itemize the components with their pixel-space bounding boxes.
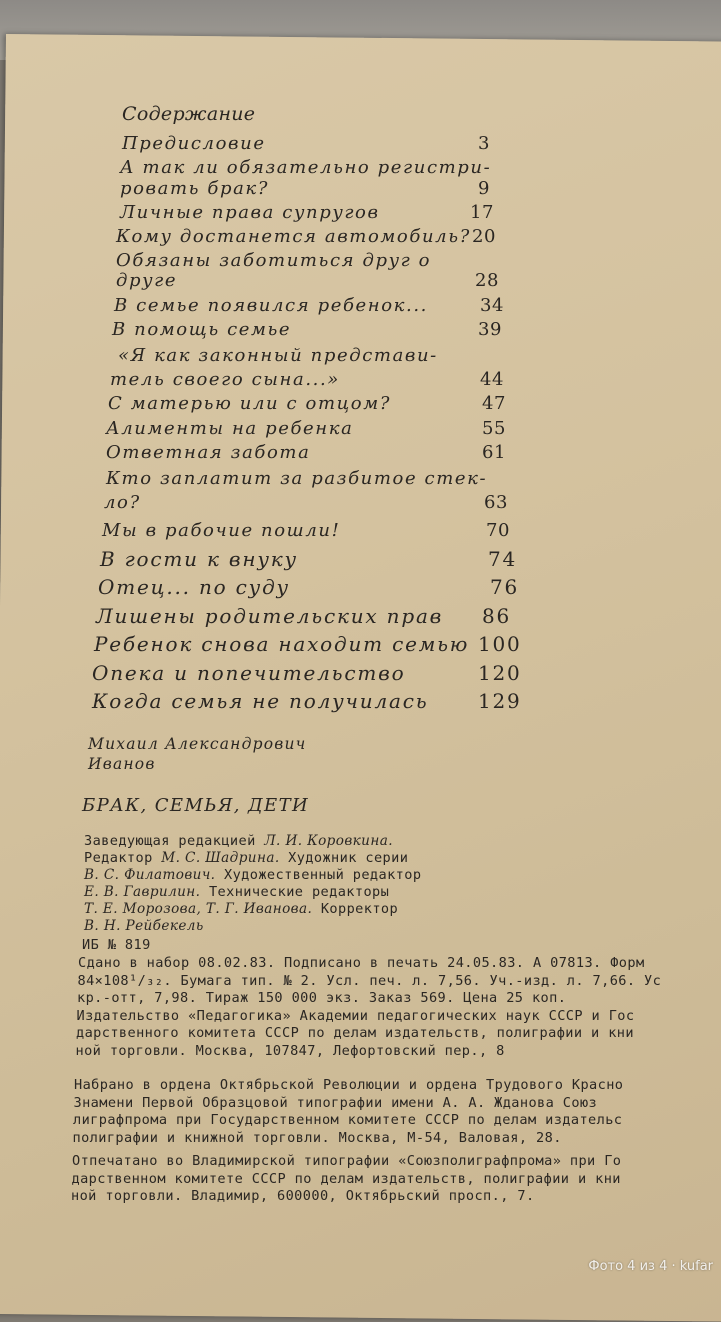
toc-entry-text: Опека и попечительство: [92, 661, 405, 685]
book-title: БРАК, СЕМЬЯ, ДЕТИ: [82, 795, 309, 816]
toc-entry-page: 39: [478, 319, 502, 340]
credit-person: М. С. Шадрина.: [161, 850, 279, 866]
toc-entry-page: 63: [484, 492, 508, 513]
watermark: Фото 4 из 4 · kufar: [588, 1259, 713, 1274]
toc-entry-page: 55: [482, 418, 506, 439]
toc-entry-page: 47: [482, 393, 506, 414]
credit-person: Е. В. Гаврилин.: [84, 884, 200, 900]
toc-entry-text: В семье появился ребенок...: [114, 295, 428, 316]
imprint-line: Набрано в ордена Октябрьской Революции и ордена Трудового Красно: [74, 1077, 623, 1093]
imprint-line: 84×108¹/₃₂. Бумага тип. № 2. Усл. печ. л. 7,56. Уч.-изд. л. 7,66. Ус: [78, 973, 662, 989]
toc-entry-text: ло?: [104, 492, 141, 513]
toc-entry-page: 70: [486, 520, 510, 541]
credit-role: Заведующая редакцией: [84, 833, 264, 849]
toc-entry-page: 44: [480, 369, 504, 390]
toc-entry-page: 34: [480, 295, 504, 316]
toc-entry-page: 28: [475, 270, 499, 291]
credit-person: В. С. Филатович.: [84, 867, 215, 883]
toc-entry-text: Лишены родительских прав: [96, 604, 443, 628]
credit-person: Л. И. Коровкина.: [264, 833, 393, 849]
toc-entry-text: Алименты на ребенка: [106, 418, 353, 439]
toc-entry-text: «Я как законный представи-: [118, 345, 438, 366]
credit-role: Корректор: [312, 901, 398, 917]
toc-entry-text: Отец... по суду: [98, 575, 290, 599]
credits-line: [84, 833, 393, 849]
credit-person: В. Н. Рейбекель: [84, 918, 204, 934]
toc-entry-text: ровать брак?: [120, 178, 269, 199]
imprint-line: Издательство «Педагогика» Академии педагогических наук СССР и Гос: [77, 1008, 635, 1024]
toc-entry-text: С матерью или с отцом?: [108, 393, 391, 414]
toc-entry-page: 120: [478, 661, 522, 685]
imprint-line: лиграфпрома при Государственном комитете СССР по делам издательс: [73, 1112, 622, 1128]
toc-entry-page: 61: [482, 442, 506, 463]
credit-role: Художник серии: [280, 850, 409, 866]
credits-line: [84, 884, 389, 900]
toc-entry-page: 3: [478, 133, 490, 154]
author-surname: Иванов: [88, 755, 156, 773]
toc-entry-text: друге: [116, 270, 177, 291]
credit-role: Художественный редактор: [215, 867, 421, 883]
ib-number: ИБ № 819: [82, 937, 151, 953]
imprint-line: дарственном комитете СССР по делам издательств, полиграфии и кни: [72, 1171, 621, 1187]
imprint-line: ной торговли. Владимир, 600000, Октябрьский просп., 7.: [71, 1188, 535, 1204]
toc-entry-text: Предисловие: [122, 133, 266, 154]
toc-entry-page: 76: [490, 575, 519, 599]
toc-entry-text: Обязаны заботиться друг о: [116, 250, 431, 271]
toc-title: Содержание: [122, 103, 255, 125]
imprint-line: Знамени Первой Образцовой типографии имени А. А. Жданова Союз: [74, 1095, 598, 1111]
toc-entry-text: Кто заплатит за разбитое стек-: [106, 468, 487, 489]
imprint-line: дарственного комитета СССР по делам издательств, полиграфии и кни: [76, 1025, 634, 1041]
toc-entry-text: Кому достанется автомобиль?: [116, 226, 471, 247]
toc-entry-text: Ответная забота: [106, 442, 310, 463]
credits-line: [84, 901, 398, 917]
author-name: Михаил Александрович: [88, 735, 307, 753]
credit-role: Технические редакторы: [200, 884, 389, 900]
toc-entry-page: 9: [478, 178, 490, 199]
toc-entry-page: 74: [488, 547, 517, 571]
toc-entry-text: Личные права супругов: [120, 202, 380, 223]
credits-line: [84, 867, 421, 883]
toc-entry-page: 129: [478, 689, 522, 713]
toc-entry-text: Ребенок снова находит семью: [94, 632, 469, 656]
toc-entry-text: А так ли обязательно регистри-: [120, 157, 491, 178]
credits-line: [84, 918, 204, 934]
toc-entry-text: тель своего сына...»: [110, 369, 340, 390]
toc-entry-page: 86: [482, 604, 511, 628]
toc-entry-text: Мы в рабочие пошли!: [102, 520, 340, 541]
toc-entry-page: 100: [478, 632, 522, 656]
credit-person: Т. Е. Морозова, Т. Г. Иванова.: [84, 901, 312, 917]
credits-line: [84, 850, 408, 866]
toc-entry-text: Когда семья не получилась: [92, 689, 428, 713]
credit-role: Редактор: [84, 850, 161, 866]
imprint-line: Отпечатано во Владимирской типографии «Союзполиграфпрома» при Го: [72, 1153, 621, 1169]
imprint-line: кр.-отт, 7,98. Тираж 150 000 экз. Заказ 569. Цена 25 коп.: [77, 990, 566, 1006]
toc-entry-page: 20: [472, 226, 496, 247]
imprint-line: ной торговли. Москва, 107847, Лефортовский пер., 8: [76, 1043, 505, 1059]
toc-entry-text: В гости к внуку: [100, 547, 298, 571]
imprint-line: полиграфии и книжной торговли. Москва, М-54, Валовая, 28.: [73, 1130, 562, 1146]
imprint-line: Сдано в набор 08.02.83. Подписано в печать 24.05.83. А 07813. Форм: [78, 955, 645, 971]
toc-entry-text: В помощь семье: [112, 319, 291, 340]
toc-entry-page: 17: [470, 202, 494, 223]
